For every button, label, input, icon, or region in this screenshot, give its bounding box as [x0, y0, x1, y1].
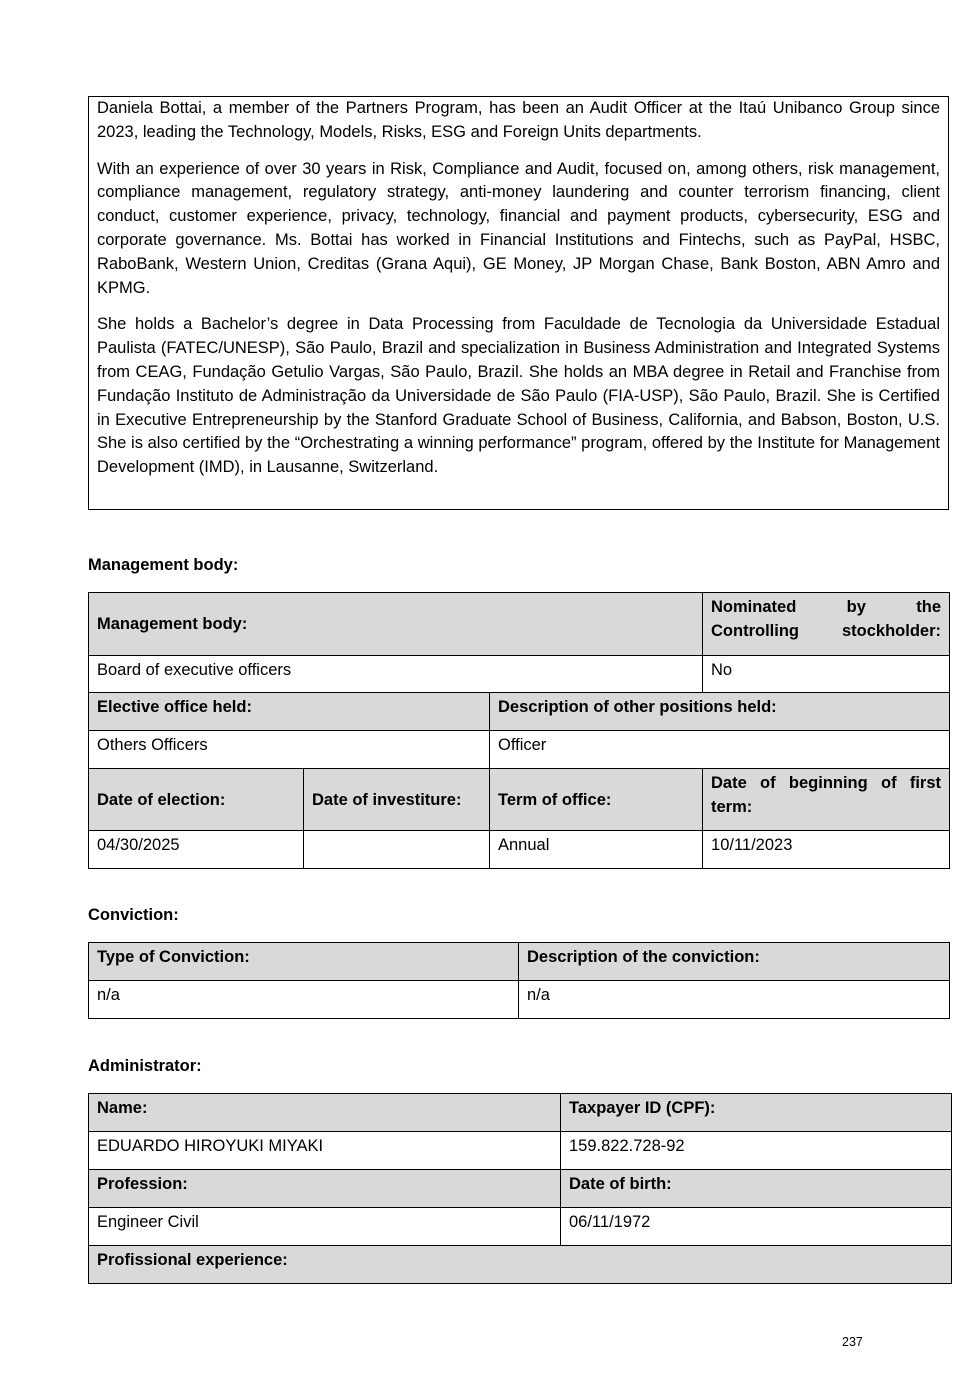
- management-body-header: Management body:: [89, 593, 703, 656]
- table-row: [89, 831, 950, 869]
- name-value: EDUARDO HIROYUKI MIYAKI: [89, 1132, 561, 1170]
- profession-value: Engineer Civil: [89, 1208, 561, 1246]
- conviction-description-value: n/a: [519, 981, 950, 1019]
- nominated-header: Nominated by the Controlling stockholder:: [703, 593, 950, 656]
- bio-paragraph-1: Daniela Bottai, a member of the Partners Program, has been an Audit Officer at the Itaú Unibanco Group since 2023, leading the Technology, Models, Risks, ESG and Foreign Units departments.: [97, 99, 940, 141]
- administrator-table: [88, 1093, 952, 1284]
- biography-box: [88, 96, 949, 510]
- first-term-header: Date of beginning of first term:: [703, 769, 950, 831]
- conviction-type-header: Type of Conviction:: [89, 943, 519, 981]
- nominated-value: No: [703, 656, 950, 693]
- table-row: [89, 981, 950, 1019]
- elective-office-header: Elective office held:: [89, 693, 490, 731]
- conviction-section-title: Conviction:: [88, 906, 179, 924]
- date-election-value: 04/30/2025: [89, 831, 304, 869]
- taxpayer-value: 159.822.728-92: [561, 1132, 952, 1170]
- management-section-title: Management body:: [88, 556, 239, 574]
- name-header: Name:: [89, 1094, 561, 1132]
- birth-header: Date of birth:: [561, 1170, 952, 1208]
- table-row: [89, 943, 950, 981]
- elective-office-value: Others Officers: [89, 731, 490, 769]
- table-row: [89, 1246, 952, 1284]
- birth-value: 06/11/1972: [561, 1208, 952, 1246]
- first-term-value: 10/11/2023: [703, 831, 950, 869]
- table-row: [89, 1094, 952, 1132]
- bio-paragraph-3: She holds a Bachelor’s degree in Data Processing from Faculdade de Tecnologia da Universidade Estadual Paulista (FATEC/UNESP), São Paulo, Brazil and specialization in Business Administration and Integrated Systems from CEAG, Fundação Getulio Vargas, São Paulo, Brazil. She holds an MBA degree in Retail and Franchise from Fundação Instituto de Administração da Universidade de São Paulo (FIA-USP), São Paulo, Brazil. She is Certified in Executive Entrepreneurship by the Stanford Graduate School of Business, California, and Babson, Boston, U.S. She is also certified by the “Orchestrating a winning performance” program, offered by the Institute for Management Development (IMD), in Lausanne, Switzerland.: [97, 315, 940, 477]
- management-body-value: Board of executive officers: [89, 656, 703, 693]
- term-header: Term of office:: [490, 769, 703, 831]
- term-value: Annual: [490, 831, 703, 869]
- bio-paragraph-2: With an experience of over 30 years in Risk, Compliance and Audit, focused on, among others, risk management, compliance management, regulatory strategy, anti-money laundering and counter terrorism financing, client conduct, customer experience, privacy, technology, financial and payment products, cybersecurity, ESG and corporate governance. Ms. Bottai has worked in Financial Institutions and Fintechs, such as PayPal, HSBC, RaboBank, Western Union, Creditas (Grana Aqui), GE Money, JP Morgan Chase, Bank Boston, ABN Amro and KPMG.: [97, 159, 940, 297]
- conviction-type-value: n/a: [89, 981, 519, 1019]
- page-number: 237: [842, 1335, 863, 1349]
- table-row: [89, 656, 950, 693]
- profession-header: Profession:: [89, 1170, 561, 1208]
- other-positions-header: Description of other positions held:: [490, 693, 950, 731]
- date-investiture-header: Date of investiture:: [304, 769, 490, 831]
- administrator-section-title: Administrator:: [88, 1057, 202, 1075]
- experience-header: Profissional experience:: [89, 1246, 952, 1284]
- table-row: [89, 1208, 952, 1246]
- table-row: [89, 769, 950, 831]
- table-row: [89, 731, 950, 769]
- conviction-description-header: Description of the conviction:: [519, 943, 950, 981]
- taxpayer-header: Taxpayer ID (CPF):: [561, 1094, 952, 1132]
- date-election-header: Date of election:: [89, 769, 304, 831]
- other-positions-value: Officer: [490, 731, 950, 769]
- date-investiture-value: [304, 831, 490, 869]
- conviction-table: [88, 942, 950, 1019]
- table-row: [89, 593, 950, 656]
- table-row: [89, 1132, 952, 1170]
- table-row: [89, 1170, 952, 1208]
- table-row: [89, 693, 950, 731]
- management-table: [88, 592, 950, 869]
